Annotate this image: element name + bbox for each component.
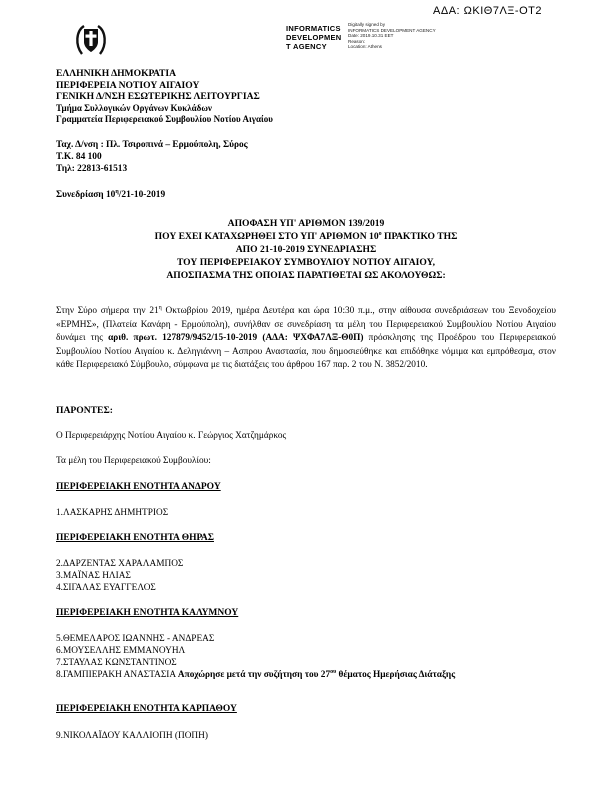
member-row: 2.ΔΑΡΖΕΝΤΑΣ ΧΑΡΑΛΑΜΠΟΣ	[56, 559, 184, 569]
title-line-3: ΑΠΟ 21-10-2019 ΣΥΝΕΔΡΙΑΣΗΣ	[235, 244, 377, 255]
title-line-5: ΑΠΟΣΠΑΣΜΑ ΤΗΣ ΟΠΟΙΑΣ ΠΑΡΑΤΙΘΕΤΑΙ ΩΣ ΑΚΟΛΟΥΘΩΣ:	[166, 270, 446, 281]
member-row	[56, 669, 455, 681]
member-row: 3.ΜΑΪΝΑΣ ΗΛΙΑΣ	[56, 571, 131, 581]
paragraph-protocol-number: αριθ. πρωτ. 127879/9452/15-10-2019 (ΑΔΑ: ΨΧΦΑ7ΛΞ-Θ0Π)	[108, 333, 364, 344]
member-list-kalymnos	[56, 633, 455, 681]
member-list-thira	[56, 558, 183, 594]
org-line-region: ΠΕΡΙΦΕΡΕΙΑ ΝΟΤΙΟΥ ΑΙΓΑΙΟΥ	[56, 79, 200, 91]
session-suffix: /21-10-2019	[118, 190, 166, 200]
stamp-line: Date: 2019.10.31 EET	[348, 33, 394, 39]
organization-block	[56, 68, 273, 126]
title-line-2-sup: ο	[378, 230, 382, 237]
section-title-karpathos: ΠΕΡΙΦΕΡΕΙΑΚΗ ΕΝΟΤΗΤΑ ΚΑΡΠΑΘΟΥ	[56, 704, 237, 714]
paragraph-superscript: η	[158, 304, 162, 311]
title-line-2-pre: ΠΟΥ ΕΧΕΙ ΚΑΤΑΧΩΡΗΘΕΙ ΣΤΟ ΥΠ' ΑΡΙΘΜΟΝ 10	[154, 231, 379, 242]
session-line	[56, 190, 165, 200]
member-row: 4.ΣΙΓΑΛΑΣ ΕΥΑΓΓΕΛΟΣ	[56, 583, 156, 593]
stamp-line: Reason:	[348, 38, 366, 44]
org-line-republic: ΕΛΛΗΝΙΚΗ ΔΗΜΟΚΡΑΤΙΑ	[56, 68, 177, 79]
note-post: θέματος Ημερήσιας Διάταξης	[336, 670, 456, 680]
governor-line: Ο Περιφερειάρχης Νοτίου Αιγαίου κ. Γεώργιος Χατζημάρκος	[56, 431, 287, 441]
paragraph-segment: Στην Σύρο σήμερα την 21	[56, 306, 159, 316]
member-list-karpathos	[56, 730, 208, 742]
section-title-andros: ΠΕΡΙΦΕΡΕΙΑΚΗ ΕΝΟΤΗΤΑ ΑΝΔΡΟΥ	[56, 482, 221, 492]
agency-line: DEVELOPMEN	[286, 33, 342, 42]
title-line-2-post: ΠΡΑΚΤΙΚΟ ΤΗΣ	[381, 231, 458, 242]
paragraph-segment: Οκτωβρίου 2019, ημέρα Δευτέρα και ώρα 10:30 π.μ., στην αίθουσα συνεδριάσεων του Ξενοδοχείου «ΕΡΜΗΣ», (Πλατεία Κανάρη - Ερμούπολη), συνήλθαν σε συνεδρίαση τα μέλη του Περιφερειακού Συμβουλίου Νοτίου Αιγαίου δυνάμει της	[56, 306, 557, 344]
members-intro: Τα μέλη του Περιφερειακού Συμβουλίου:	[56, 456, 211, 466]
section-title-thira: ΠΕΡΙΦΕΡΕΙΑΚΗ ΕΝΟΤΗΤΑ ΘΗΡΑΣ	[56, 533, 214, 543]
org-line-directorate: ΓΕΝΙΚΗ Δ/ΝΣΗ ΕΣΩΤΕΡΙΚΗΣ ΛΕΙΤΟΥΡΓΙΑΣ	[56, 91, 260, 102]
note-sup: ου	[330, 668, 337, 675]
note-pre: Αποχώρησε μετά την συζήτηση του 27	[177, 670, 331, 680]
title-line-2	[56, 230, 556, 243]
coat-of-arms-icon	[74, 22, 108, 67]
agency-line: INFORMATICS	[286, 24, 341, 33]
org-line-department: Τμήμα Συλλογικών Οργάνων Κυκλάδων	[56, 102, 212, 113]
paragraph-segment: πρόσκλησης της Προέδρου του Περιφερειακού Συμβουλίου Νοτίου Αιγαίου κ. Δεληγιάννη – Ασπρου Αναστασία, που δημοσιεύθηκε και επιδόθηκε νόμιμα και εμπρόθεσμα, στον κάθε Περιφερειακό Σύμβουλο, σύμφωνα με τις διατάξεις του άρθρου 167 παρ. 2 του Ν. 3852/2010.	[56, 333, 556, 371]
member-row: 9.ΝΙΚΟΛΑΪΔΟΥ ΚΑΛΛΙΟΠΗ (ΠΟΠΗ)	[56, 731, 208, 741]
stamp-line: Digitally signed by	[348, 22, 386, 27]
present-heading: ΠΑΡΟΝΤΕΣ:	[56, 405, 113, 416]
ada-code: ΑΔΑ: ΩΚΙΘ7ΛΞ-ΟΤ2	[433, 5, 542, 17]
body-paragraph	[56, 305, 556, 373]
member-list-andros	[56, 507, 168, 519]
title-line-1: ΑΠΟΦΑΣΗ ΥΠ' ΑΡΙΘΜΟΝ 139/2019	[227, 218, 385, 229]
session-prefix: Συνεδρίαση 10	[56, 190, 116, 200]
contact-postal-code: Τ.Κ. 84 100	[56, 152, 102, 162]
contact-phone: Τηλ: 22813-61513	[56, 164, 128, 174]
session-superscript: η	[115, 188, 119, 195]
stamp-line: INFORMATICS DEVELOPMENT AGENCY	[348, 27, 436, 33]
member-row: 7.ΣΤΑΥΛΑΣ ΚΩΝΣΤΑΝΤΙΝΟΣ	[56, 658, 177, 668]
digital-signature-stamp	[348, 22, 448, 50]
contact-address: Ταχ. Δ/νση : Πλ. Τσιροπινά – Ερμούπολη, Σύρος	[56, 140, 248, 150]
title-line-4: ΤΟΥ ΠΕΡΙΦΕΡΕΙΑΚΟΥ ΣΥΜΒΟΥΛΙΟΥ ΝΟΤΙΟΥ ΑΙΓΑΙΟΥ,	[176, 257, 436, 268]
member-departure-note	[178, 670, 455, 680]
contact-block	[56, 139, 248, 175]
section-title-kalymnos: ΠΕΡΙΦΕΡΕΙΑΚΗ ΕΝΟΤΗΤΑ ΚΑΛΥΜΝΟΥ	[56, 608, 239, 618]
signature-agency-name	[286, 24, 342, 51]
member-row: 6.ΜΟΥΣΕΛΛΗΣ ΕΜΜΑΝΟΥΗΛ	[56, 646, 186, 656]
decision-title	[56, 217, 556, 282]
member-name: 8.ΓΑΜΠΙΕΡΑΚΗ ΑΝΑΣΤΑΣΙΑ	[56, 670, 178, 680]
stamp-line: Location: Athens	[348, 44, 382, 50]
member-row: 1.ΛΑΣΚΑΡΗΣ ΔΗΜΗΤΡΙΟΣ	[56, 508, 169, 518]
org-line-secretariat: Γραμματεία Περιφερειακού Συμβουλίου Νοτίου Αιγαίου	[56, 114, 273, 124]
agency-line: T AGENCY	[286, 42, 327, 51]
member-row: 5.ΘΕΜΕΛΑΡΟΣ ΙΩΑΝΝΗΣ - ΑΝΔΡΕΑΣ	[56, 634, 215, 644]
